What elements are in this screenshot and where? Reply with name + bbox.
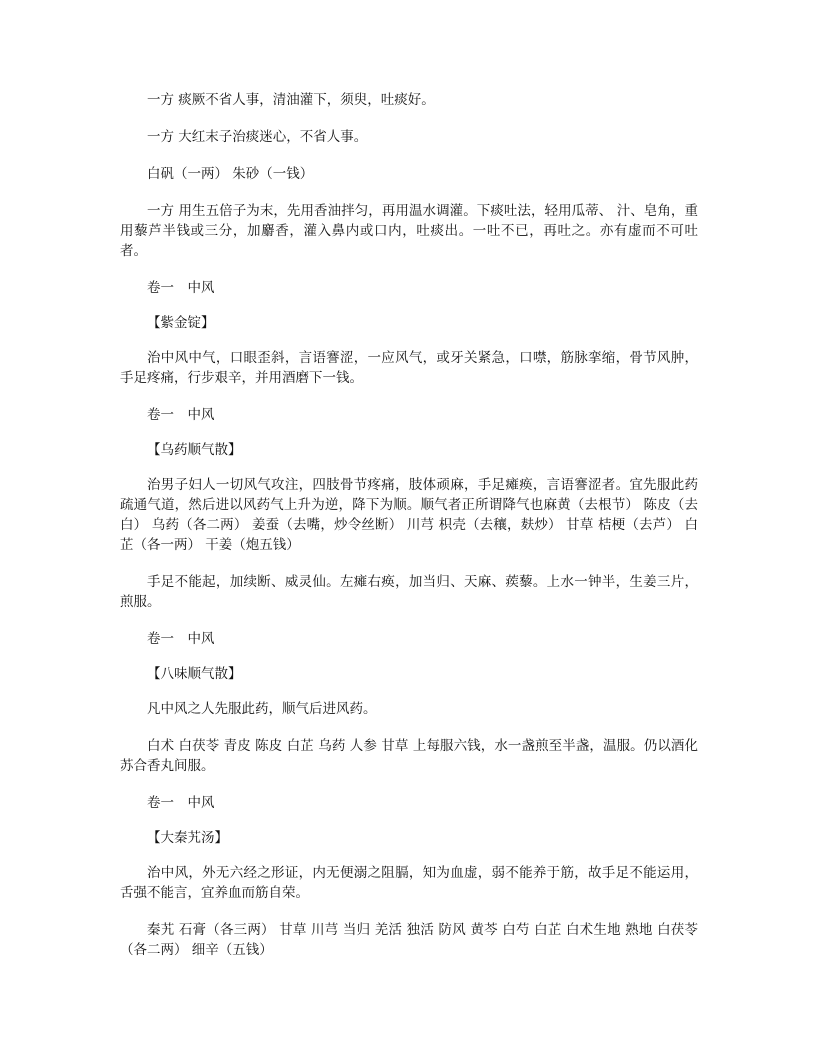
paragraph-remedy-2: 一方 大红末子治痰迷心，不省人事。 [147,129,368,145]
section-heading: 卷一 中风 [147,407,215,423]
formula-title: 【八味顺气散】 [147,666,242,682]
paragraph-ingredients: 秦艽 石膏（各三两） 甘草 川芎 当归 羌活 独活 防风 黄芩 白芍 白芷 白术生地 熟地 白茯苓（各二两） 细辛（五钱） [120,922,698,958]
formula-title: 【大秦艽汤】 [147,830,228,846]
section-heading: 卷一 中风 [147,795,215,811]
paragraph-ingredients: 白术 白茯苓 青皮 陈皮 白芷 乌药 人参 甘草 上每服六钱，水一盏煎至半盏，温服。仍以酒化苏合香丸间服。 [120,738,698,774]
paragraph-ingredients-1: 白矾（一两） 朱砂（一钱） [147,166,314,182]
section-heading: 卷一 中风 [147,631,215,647]
paragraph-modification: 手足不能起，加续断、威灵仙。左瘫右痪，加当归、天麻、蒺藜。上水一钟半，生姜三片，煎服。 [120,574,698,610]
paragraph-indication: 治男子妇人一切风气攻注，四肢骨节疼痛，肢体顽麻，手足瘫痪，言语謇涩者。宜先服此药疏通气道，然后进以风药气上升为逆，降下为顺。顺气者正所谓降气也麻黄（去根节） 陈皮（去白） 乌药（各二两） 姜蚕（去嘴，炒令丝断） 川芎 枳壳（去穰，麸炒） 甘草 桔梗（去芦） 白芷（各一两） 干姜（炮五钱） [120,477,698,553]
paragraph-indication: 治中风中气，口眼歪斜，言语謇涩，一应风气，或牙关紧急，口噤，筋脉挛缩，骨节风肿，手足疼痛，行步艰辛，并用酒磨下一钱。 [120,350,698,386]
paragraph-indication: 治中风，外无六经之形证，内无便溺之阻膈，知为血虚，弱不能养于筋，故手足不能运用，舌强不能言，宜养血而筋自荣。 [120,865,698,901]
paragraph-indication: 凡中风之人先服此药，顺气后进风药。 [147,701,377,717]
paragraph-remedy-1: 一方 痰厥不省人事，清油灌下，须臾，吐痰好。 [147,92,435,108]
formula-title: 【乌药顺气散】 [147,442,242,458]
document-body [120,90,698,977]
formula-title: 【紫金锭】 [147,315,215,331]
section-heading: 卷一 中风 [147,280,215,296]
paragraph-remedy-3: 一方 用生五倍子为末，先用香油拌匀，再用温水调灌。下痰吐法，轻用瓜蒂、 汁、皂角，重用藜芦半钱或三分，加麝香，灌入鼻内或口内，吐痰出。一吐不已，再吐之。亦有虚而不可吐者。 [120,203,698,259]
